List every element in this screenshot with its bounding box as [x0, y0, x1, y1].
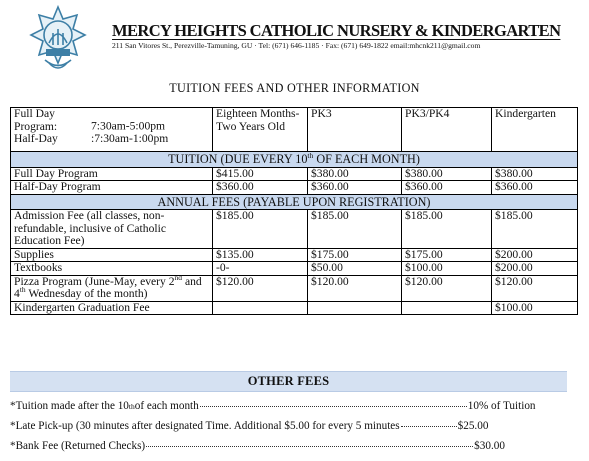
program-hours-cell — [11, 108, 213, 152]
half-day-hours-label: Half-Day — [14, 132, 58, 145]
table-row — [11, 248, 578, 262]
fee-table — [10, 107, 578, 315]
pizza-label-sup: nd — [174, 272, 183, 282]
fee-cell — [402, 301, 492, 315]
fee-cell: $100.00 — [492, 301, 578, 315]
annual-section-header — [11, 194, 578, 210]
pizza-label-part: Wednesday of the month) — [25, 287, 148, 300]
fee-cell: $360.00 — [492, 181, 578, 195]
fee-cell: $135.00 — [213, 248, 308, 262]
tuition-header-text: TUITION (DUE EVERY 10 — [168, 152, 308, 166]
fee-cell: $120.00 — [402, 275, 492, 301]
late-tuition-label-end: of each month — [134, 400, 199, 412]
fee-cell: $175.00 — [308, 248, 402, 262]
column-header: PK3 — [308, 108, 402, 152]
fee-cell: $200.00 — [492, 248, 578, 262]
other-fees-title: OTHER FEES — [247, 374, 330, 388]
fee-cell: $120.00 — [213, 275, 308, 301]
table-row — [11, 262, 578, 276]
fee-cell: $185.00 — [213, 210, 308, 249]
fee-cell: $415.00 — [213, 167, 308, 181]
fee-cell: $360.00 — [213, 181, 308, 195]
late-tuition-line: *Tuition made after the 10 th of each month 10% of Tuition — [10, 400, 536, 412]
full-day-hours-label: Full Day Program: — [14, 107, 58, 133]
school-address: 211 San Vitores St., Perezville-Tamuning, GU · Tel: (671) 646-1185 · Fax: (671) 649-1822 email:mhcnk211@gmail.com — [112, 41, 481, 50]
fee-cell: $185.00 — [308, 210, 402, 249]
row-label — [11, 272, 213, 301]
tuition-header-text-end: OF EACH MONTH) — [313, 152, 420, 166]
fee-cell: $380.00 — [492, 167, 578, 181]
table-row — [11, 301, 578, 315]
half-day-hours: :7:30am-1:00pm — [91, 132, 169, 145]
row-label: Admission Fee (all classes, non-refundable, inclusive of Catholic Education Fee) — [11, 210, 213, 249]
bank-fee-value: $30.00 — [474, 440, 505, 452]
fee-cell — [308, 301, 402, 315]
fee-cell: $50.00 — [308, 262, 402, 276]
fee-cell: $120.00 — [492, 275, 578, 301]
fee-cell: $100.00 — [402, 262, 492, 276]
column-header: Eighteen Months-Two Years Old — [213, 108, 308, 152]
fee-cell: $185.00 — [492, 210, 578, 249]
pizza-label-sup: th — [19, 285, 26, 295]
row-label: Kindergarten Graduation Fee — [11, 301, 213, 315]
fee-cell: $185.00 — [402, 210, 492, 249]
fee-cell: $120.00 — [308, 275, 402, 301]
leader-dots — [200, 406, 467, 407]
school-logo — [27, 5, 89, 75]
school-name: MERCY HEIGHTS CATHOLIC NURSERY & KINDERGARTEN — [112, 21, 561, 40]
late-pickup-value: $25.00 — [457, 420, 489, 432]
leader-dots — [146, 446, 473, 447]
fee-cell: $360.00 — [308, 181, 402, 195]
late-tuition-value: 10% of Tuition — [467, 400, 536, 412]
fee-cell: -0- — [213, 262, 308, 276]
late-pickup-label: *Late Pick-up (30 minutes after designated Time. Additional $5.00 for every 5 minutes — [10, 420, 400, 432]
bank-fee-line — [10, 440, 505, 452]
fee-cell — [213, 301, 308, 315]
pizza-label-part: Pizza Program (June-May, every 2 — [14, 274, 175, 288]
late-tuition-label: *Tuition made after the 10 — [10, 400, 129, 412]
fee-cell: $175.00 — [402, 248, 492, 262]
column-header: PK3/PK4 — [402, 108, 492, 152]
row-label: Half-Day Program — [11, 181, 213, 195]
pizza-label-part: and 4 — [14, 274, 202, 300]
fee-cell: $380.00 — [308, 167, 402, 181]
fee-cell: $360.00 — [402, 181, 492, 195]
leader-dots — [401, 426, 457, 427]
late-pickup-line — [10, 420, 488, 432]
table-row — [11, 275, 578, 301]
row-label: Textbooks — [11, 262, 213, 276]
document-title: TUITION FEES AND OTHER INFORMATION — [169, 81, 420, 95]
table-row — [11, 181, 578, 195]
table-header-row — [11, 108, 578, 152]
other-fees-header — [10, 371, 567, 392]
annual-header-text: ANNUAL FEES (PAYABLE UPON REGISTRATION) — [11, 194, 578, 210]
full-day-hours: 7:30am-5:00pm — [91, 119, 166, 133]
fee-cell: $200.00 — [492, 262, 578, 276]
row-label: Full Day Program — [11, 167, 213, 181]
tuition-header-sup: th — [307, 150, 314, 160]
table-row — [11, 167, 578, 181]
column-header: Kindergarten — [492, 108, 578, 152]
fee-cell: $380.00 — [402, 167, 492, 181]
row-label: Supplies — [11, 248, 213, 262]
tuition-section-header — [11, 152, 578, 168]
bank-fee-label: *Bank Fee (Returned Checks) — [10, 440, 146, 452]
table-row — [11, 210, 578, 249]
